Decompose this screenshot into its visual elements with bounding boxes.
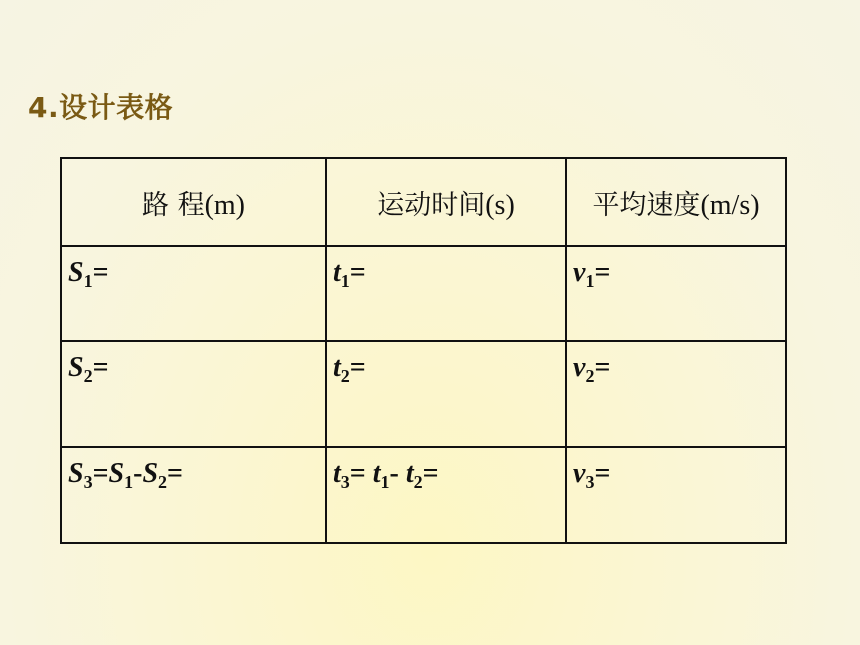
equals-sign: = [349,257,366,288]
equals-sign: = [594,352,611,383]
var-symbol: t [333,458,341,489]
header-distance-unit: (m) [204,189,246,221]
table-cell-distance-3 [61,447,326,543]
table-cell-speed-2 [566,341,786,447]
var-subscript: 1 [340,271,350,291]
equals-sign: = [349,458,373,489]
table-cell-time-2 [326,341,566,447]
var-symbol: v [573,352,586,383]
minus-sign: - [133,458,143,489]
var-subscript: 3 [340,472,350,492]
equals-sign: = [349,352,366,383]
var-subscript: 2 [413,472,423,492]
table-row [61,246,786,341]
equals-sign: = [594,257,611,288]
var-subscript: 1 [83,271,93,291]
var-symbol: S [142,458,159,489]
var-symbol: S [68,352,84,383]
var-symbol: S [68,458,84,489]
header-time [326,158,566,246]
var-subscript: 2 [83,366,93,386]
equals-sign: = [92,458,109,489]
equals-sign: = [594,458,611,489]
table-cell-time-1 [326,246,566,341]
var-symbol: t [405,458,414,489]
table-cell-distance-2 [61,341,326,447]
equals-sign: = [167,458,183,489]
var-symbol: t [372,458,381,489]
var-symbol: v [573,458,586,489]
table-row [61,447,786,543]
header-time-unit: (s) [485,189,515,221]
header-speed-label: 平均速度 [592,189,701,221]
table-cell-distance-1 [61,246,326,341]
experiment-table [60,157,787,544]
var-subscript: 1 [585,271,595,291]
var-subscript: 2 [158,472,168,492]
var-subscript: 2 [585,366,595,386]
page-title: 4.设计表格 [28,91,174,124]
header-distance-label: 路 程 [141,189,205,221]
header-time-label: 运动时间 [377,189,486,221]
table-row [61,341,786,447]
table-cell-speed-1 [566,246,786,341]
table-cell-speed-3 [566,447,786,543]
table-cell-time-3 [326,447,566,543]
var-symbol: t [333,257,341,288]
var-subscript: 1 [380,472,390,492]
equals-sign: = [92,257,109,288]
header-speed [566,158,786,246]
header-speed-unit: (m/s) [700,189,760,221]
var-symbol: v [573,257,586,288]
minus-sign: - [389,458,406,489]
equals-sign: = [92,352,109,383]
var-subscript: 3 [585,472,595,492]
var-symbol: t [333,352,341,383]
table-header-row [61,158,786,246]
var-symbol: S [68,257,84,288]
var-symbol: S [108,458,125,489]
equals-sign: = [422,458,439,489]
var-subscript: 1 [124,472,134,492]
var-subscript: 2 [340,366,350,386]
var-subscript: 3 [83,472,93,492]
header-distance [61,158,326,246]
